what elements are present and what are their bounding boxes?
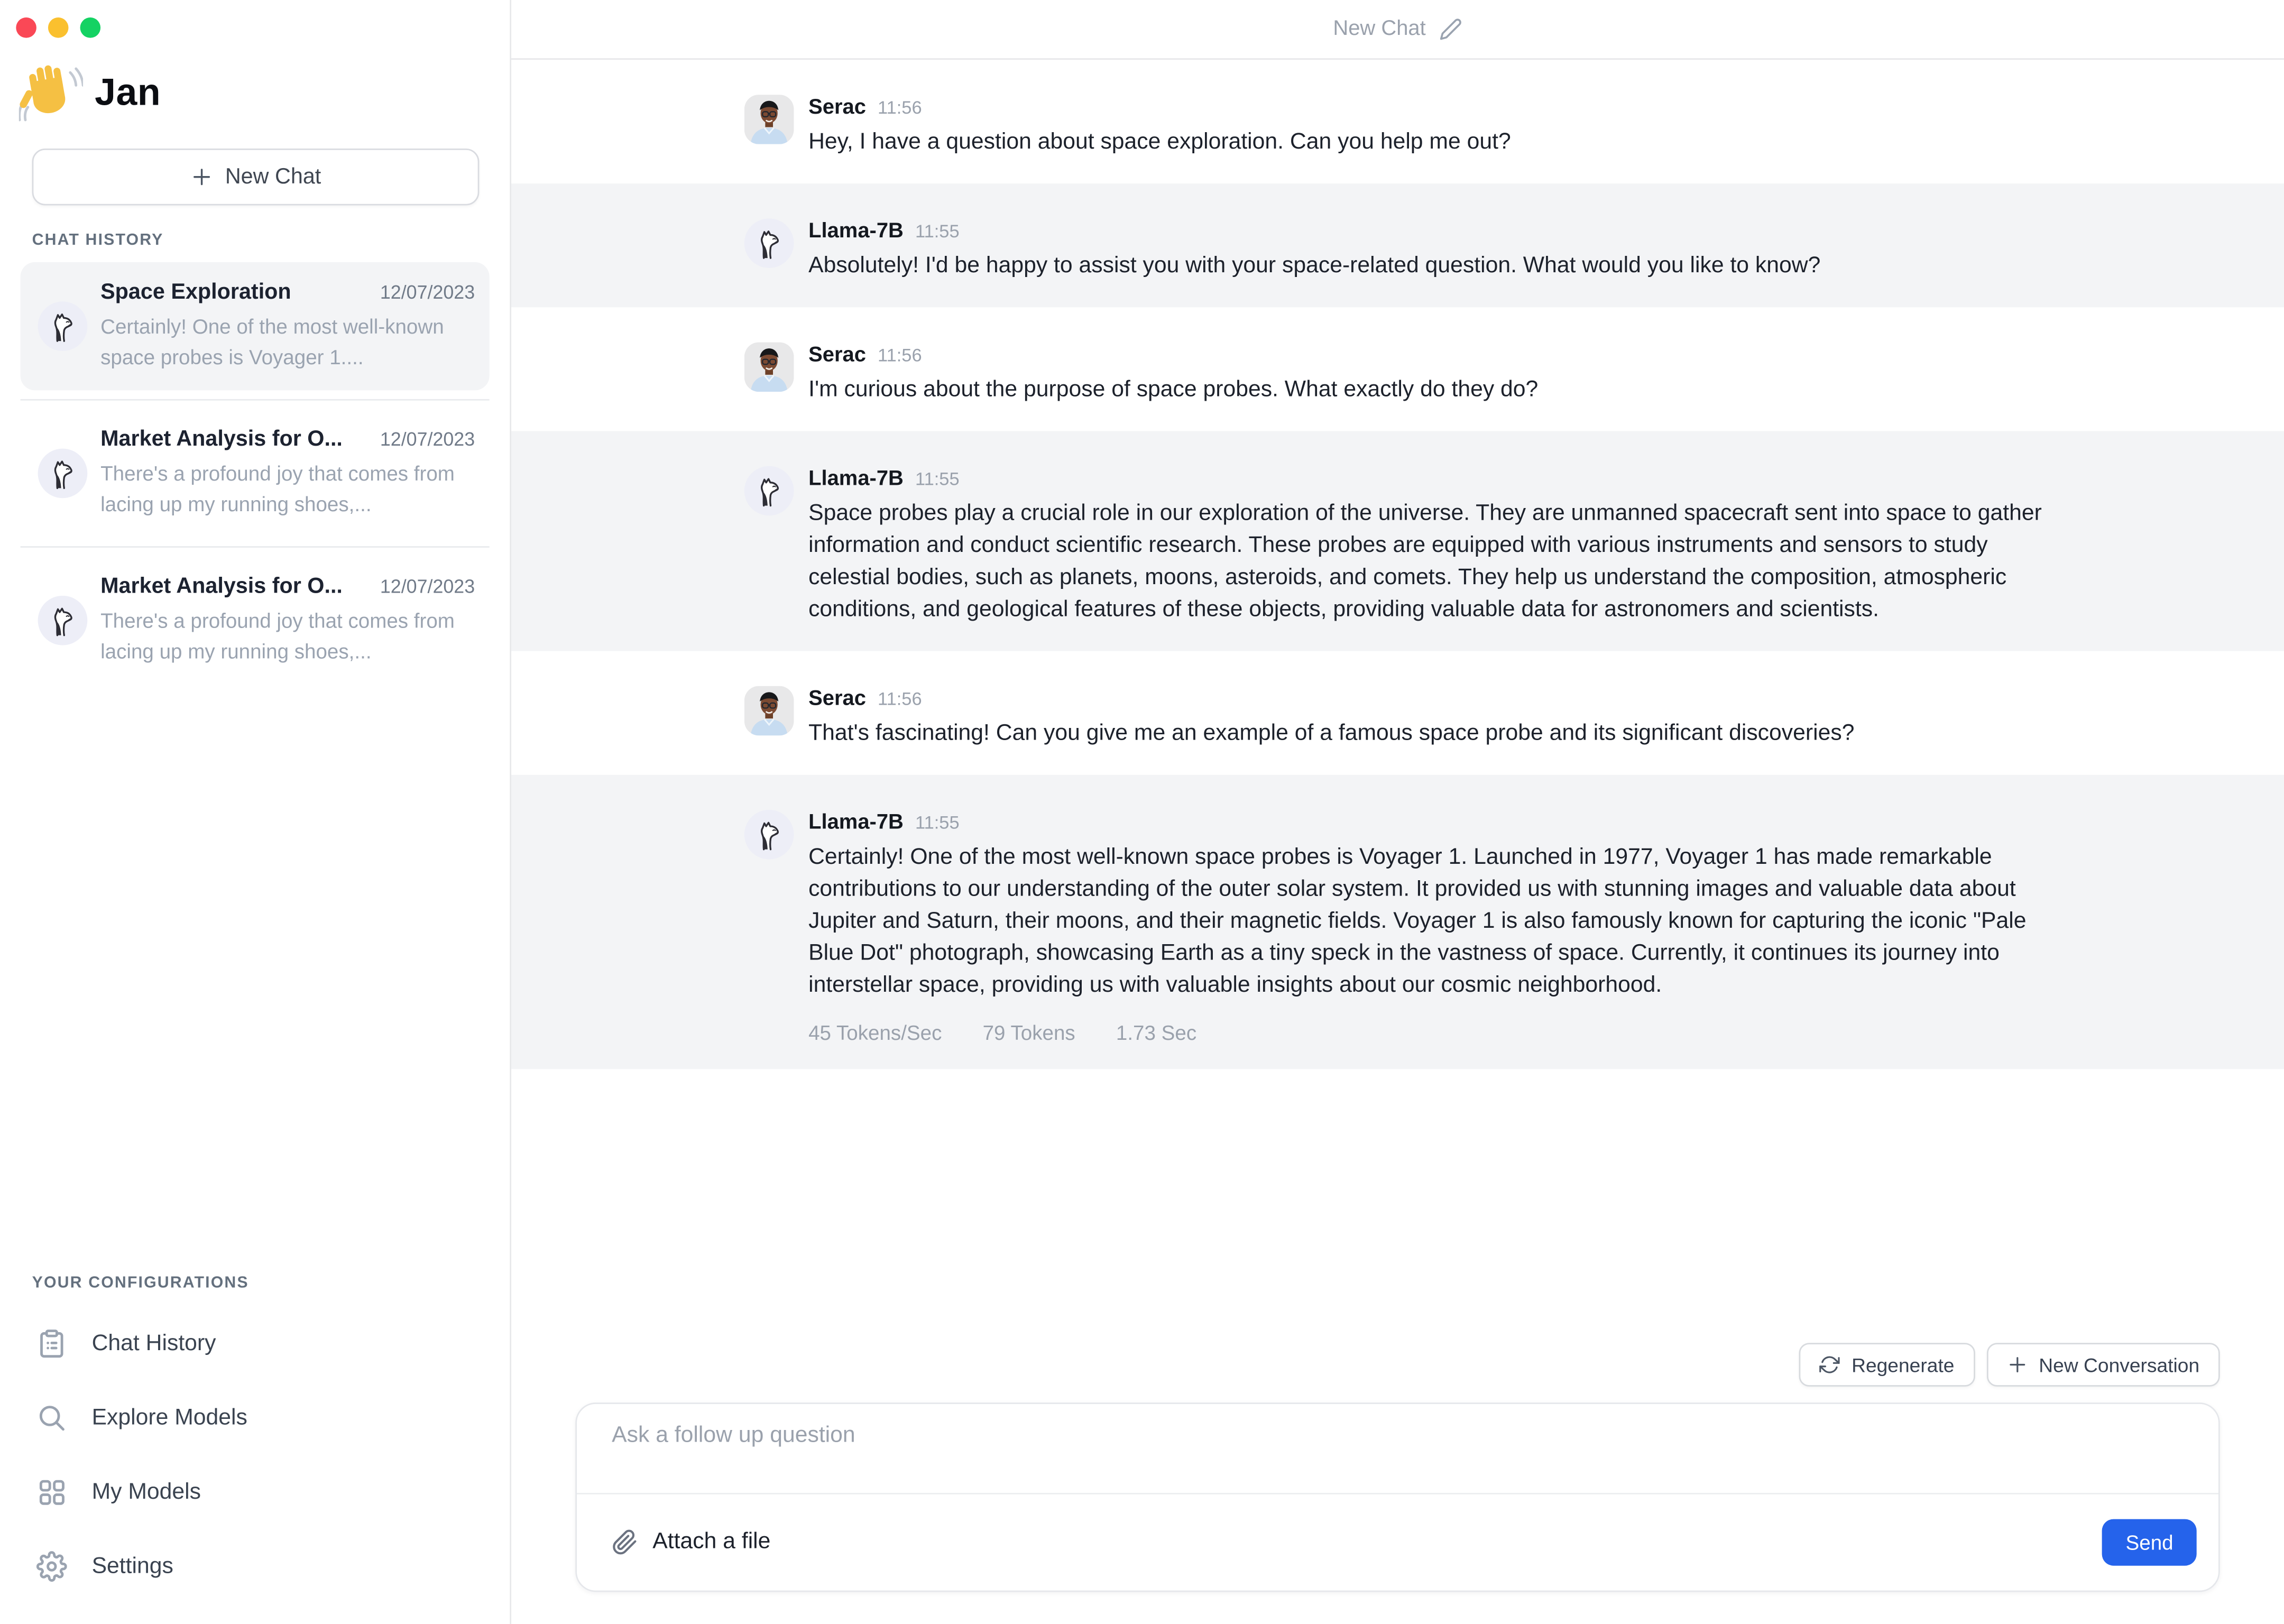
sidebar-item-settings[interactable] — [0, 1529, 510, 1604]
llama-avatar — [744, 466, 794, 516]
window-controls — [16, 17, 100, 38]
message-input-container — [575, 1402, 2220, 1592]
history-item-title: Space Exploration — [100, 279, 291, 304]
message-author: Llama-7B — [808, 811, 904, 835]
sidebar-item-chat-history[interactable] — [0, 1306, 510, 1381]
paperclip-icon — [612, 1529, 638, 1556]
refresh-icon — [1819, 1354, 1840, 1375]
llama-avatar — [38, 301, 88, 351]
message-time: 11:56 — [877, 97, 922, 118]
generation-stats — [808, 1021, 2051, 1044]
sidebar-item-my-models[interactable] — [0, 1455, 510, 1529]
clipboard-icon — [36, 1328, 67, 1359]
new-conversation-button[interactable] — [1986, 1343, 2220, 1387]
duration-stat: 1.73 Sec — [1116, 1021, 1197, 1045]
message-time: 11:55 — [915, 469, 960, 490]
chat-title: New Chat — [1333, 17, 1426, 41]
sidebar-item-label: Chat History — [91, 1330, 216, 1355]
llama-avatar — [744, 218, 794, 268]
configurations-section-label: YOUR CONFIGURATIONS — [32, 1274, 249, 1292]
grid-icon — [36, 1477, 67, 1508]
message-author: Llama-7B — [808, 220, 904, 244]
configurations-section — [0, 1275, 510, 1604]
message-text: Absolutely! I'd be happy to assist you with your space-related question. What would you like to know? — [808, 253, 1821, 279]
message-text: I'm curious about the purpose of space probes. What exactly do they do? — [808, 377, 1539, 402]
llama-avatar — [38, 449, 88, 499]
history-item-title: Market Analysis for O... — [100, 427, 343, 452]
plus-icon — [190, 166, 212, 188]
regenerate-button-label: Regenerate — [1852, 1353, 1955, 1376]
zoom-window-button[interactable] — [80, 17, 101, 38]
chat-header — [511, 0, 2284, 60]
sidebar — [0, 0, 511, 1624]
minimize-window-button[interactable] — [48, 17, 69, 38]
message-text: Space probes play a crucial role in our exploration of the universe. They are unmanned spacecraft sent into space to gather information and conduct scientific research. These probes are equipped with various instruments and sensors to study celestial bodies, such as planets, moons, asteroids, and comets. They help us understand the composition, atmospheric conditions, and geological features of these objects, providing valuable data for astronomers and scientists. — [808, 501, 2042, 622]
user-avatar — [744, 95, 794, 144]
message-row-assistant — [511, 775, 2284, 1069]
composer — [575, 1343, 2220, 1592]
attach-file-label: Attach a file — [652, 1529, 771, 1554]
chat-history-section-label: CHAT HISTORY — [32, 232, 164, 250]
tokens-stat: 79 Tokens — [982, 1021, 1075, 1045]
gear-icon — [36, 1551, 67, 1582]
message-author: Llama-7B — [808, 467, 904, 491]
regenerate-button[interactable] — [1799, 1343, 1975, 1387]
history-item-space-exploration[interactable] — [21, 262, 490, 390]
llama-avatar — [744, 810, 794, 860]
waving-hand-icon — [19, 60, 83, 124]
message-time: 11:56 — [877, 689, 922, 709]
history-item-date: 12/07/2023 — [380, 281, 475, 303]
history-item-title: Market Analysis for O... — [100, 574, 343, 599]
history-item-market-analysis-2[interactable] — [21, 556, 490, 684]
sidebar-item-label: My Models — [91, 1479, 201, 1504]
close-window-button[interactable] — [16, 17, 36, 38]
history-item-preview: There's a profound joy that comes from lacing up my running shoes,... — [100, 462, 455, 516]
sidebar-item-label: Settings — [91, 1553, 173, 1579]
user-avatar — [744, 342, 794, 392]
app-name: Jan — [95, 69, 161, 113]
attach-file-button[interactable] — [612, 1529, 770, 1556]
message-row-user — [511, 651, 2284, 775]
llama-avatar — [38, 596, 88, 645]
message-input[interactable] — [577, 1404, 2218, 1493]
composer-actions — [575, 1343, 2220, 1387]
user-avatar — [744, 686, 794, 736]
message-author: Serac — [808, 96, 866, 119]
sidebar-item-explore-models[interactable] — [0, 1381, 510, 1455]
message-list — [511, 60, 2284, 1069]
send-button[interactable]: Send — [2102, 1519, 2196, 1566]
message-time: 11:55 — [915, 813, 960, 833]
plus-icon — [2007, 1354, 2028, 1375]
divider — [21, 546, 490, 548]
sidebar-item-label: Explore Models — [91, 1405, 247, 1430]
pencil-icon[interactable] — [1439, 17, 1462, 41]
new-chat-button-label: New Chat — [225, 164, 321, 190]
message-text: Certainly! One of the most well-known space probes is Voyager 1. Launched in 1977, Voyager 1 has made remarkable contributions to our understanding of the outer solar system. It provided us with stunning images and valuable data about Jupiter and Saturn, their moons, and their magnetic fields. Voyager 1 is also famously known for capturing the iconic "Pale Blue Dot" photograph, showcasing Earth as a tiny speck in the vastness of space. Currently, it continues its journey into interstellar space, providing us with valuable insights about our cosmic neighborhood. — [808, 844, 2027, 998]
tokens-per-sec-stat: 45 Tokens/Sec — [808, 1021, 942, 1045]
message-author: Serac — [808, 687, 866, 711]
message-row-user — [511, 60, 2284, 183]
history-item-market-analysis-1[interactable] — [21, 409, 490, 537]
chat-panel — [511, 0, 2284, 1624]
divider — [21, 399, 490, 401]
message-text: Hey, I have a question about space exploration. Can you help me out? — [808, 130, 1511, 155]
history-item-preview: Certainly! One of the most well-known space probes is Voyager 1.... — [100, 315, 444, 369]
history-item-date: 12/07/2023 — [380, 575, 475, 597]
message-time: 11:55 — [915, 221, 960, 242]
history-item-date: 12/07/2023 — [380, 428, 475, 450]
message-row-user — [511, 307, 2284, 431]
new-chat-button[interactable] — [32, 149, 480, 205]
search-icon — [36, 1402, 67, 1433]
chat-history-list — [0, 262, 510, 685]
message-row-assistant — [511, 183, 2284, 307]
history-item-preview: There's a profound joy that comes from lacing up my running shoes,... — [100, 608, 455, 663]
app-logo — [19, 60, 161, 124]
message-text: That's fascinating! Can you give me an example of a famous space probe and its significant discoveries? — [808, 721, 1855, 746]
message-time: 11:56 — [877, 345, 922, 366]
message-row-assistant — [511, 431, 2284, 651]
new-conversation-button-label: New Conversation — [2039, 1353, 2200, 1376]
message-author: Serac — [808, 344, 866, 367]
